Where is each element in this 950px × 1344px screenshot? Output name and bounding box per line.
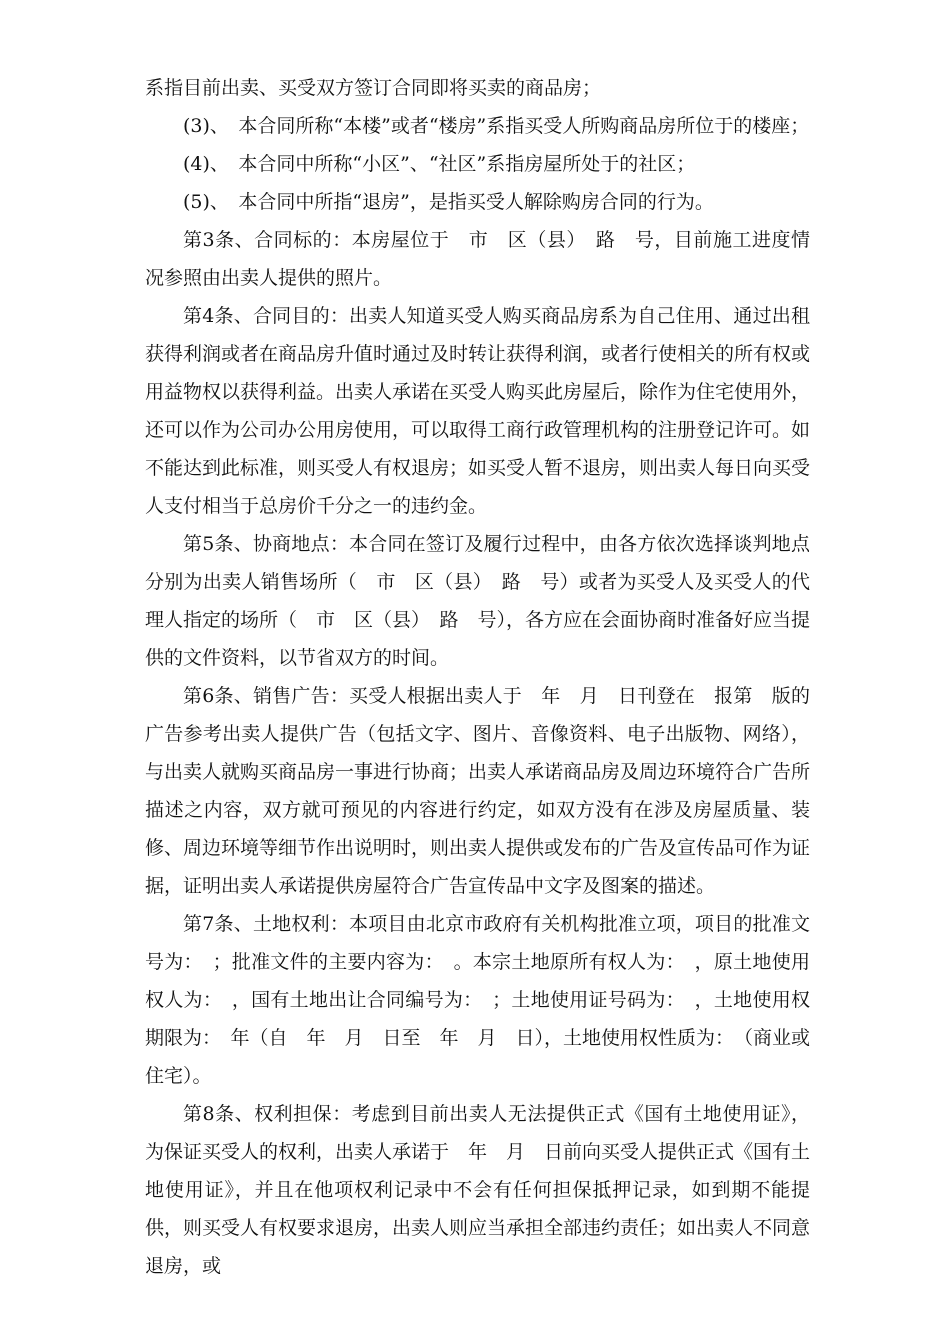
contract-body [145,69,810,1285]
paragraph-article-8: 第8条、权利担保：考虑到目前出卖人无法提供正式《国有土地使用证》，为保证买受人的权利，出卖人承诺于 年 月 日前向买受人提供正式《国有土地使用证》，并且在他项权利记录中不会有任何担保抵押记录，如到期不能提供，则买受人有权要求退房，出卖人则应当承担全部违约责任；如出卖人不同意退房，或 [145,1103,811,1277]
paragraph-definition-continued: 系指目前出卖、买受双方签订合同即将买卖的商品房； [145,77,602,99]
paragraph-article-3: 第3条、合同标的：本房屋位于 市 区（县） 路 号，目前施工进度情况参照由出卖人提供的照片。 [145,229,810,289]
paragraph-article-4: 第4条、合同目的：出卖人知道买受人购买商品房系为自己住用、通过出租获得利润或者在商品房升值时通过及时转让获得利润，或者行使相关的所有权或用益物权以获得利益。出卖人承诺在买受人购买此房屋后，除作为住宅使用外，还可以作为公司办公用房使用，可以取得工商行政管理机构的注册登记许可。如不能达到此标准，则买受人有权退房；如买受人暂不退房，则出卖人每日向买受人支付相当于总房价千分之一的违约金。 [145,305,811,517]
paragraph-definition-refund: (5)、 本合同中所指“退房”，是指买受人解除购房合同的行为。 [183,191,714,213]
paragraph-article-6: 第6条、销售广告：买受人根据出卖人于 年 月 日刊登在 报第 版的广告参考出卖人提供广告（包括文字、图片、音像资料、电子出版物、网络），与出卖人就购买商品房一事进行协商；出卖人承诺商品房及周边环境符合广告所描述之内容，双方就可预见的内容进行约定，如双方没有在涉及房屋质量、装修、周边环境等细节作出说明时，则出卖人提供或发布的广告及宣传品可作为证据，证明出卖人承诺提供房屋符合广告宣传品中文字及图案的描述。 [145,685,811,897]
paragraph-definition-community: (4)、 本合同中所称“小区”、“社区”系指房屋所处于的社区； [183,153,696,175]
paragraph-definition-building: (3)、 本合同所称“本楼”或者“楼房”系指买受人所购商品房所位于的楼座； [183,115,810,137]
paragraph-article-5: 第5条、协商地点：本合同在签订及履行过程中，由各方依次选择谈判地点分别为出卖人销售场所（ 市 区（县） 路 号）或者为买受人及买受人的代理人指定的场所（ 市 区（县） 路 号），各方应在会面协商时准备好应当提供的文件资料，以节省双方的时间。 [145,533,811,669]
paragraph-article-7: 第7条、土地权利：本项目由北京市政府有关机构批准立项，项目的批准文号为： ；批准文件的主要内容为： 。本宗土地原所有权人为： ，原土地使用权人为： ，国有土地出让合同编号为： ；土地使用证号码为： ，土地使用权期限为： 年（自 年 月 日至 年 月 日），土地使用权性质为： （商业或住宅）。 [145,913,811,1087]
